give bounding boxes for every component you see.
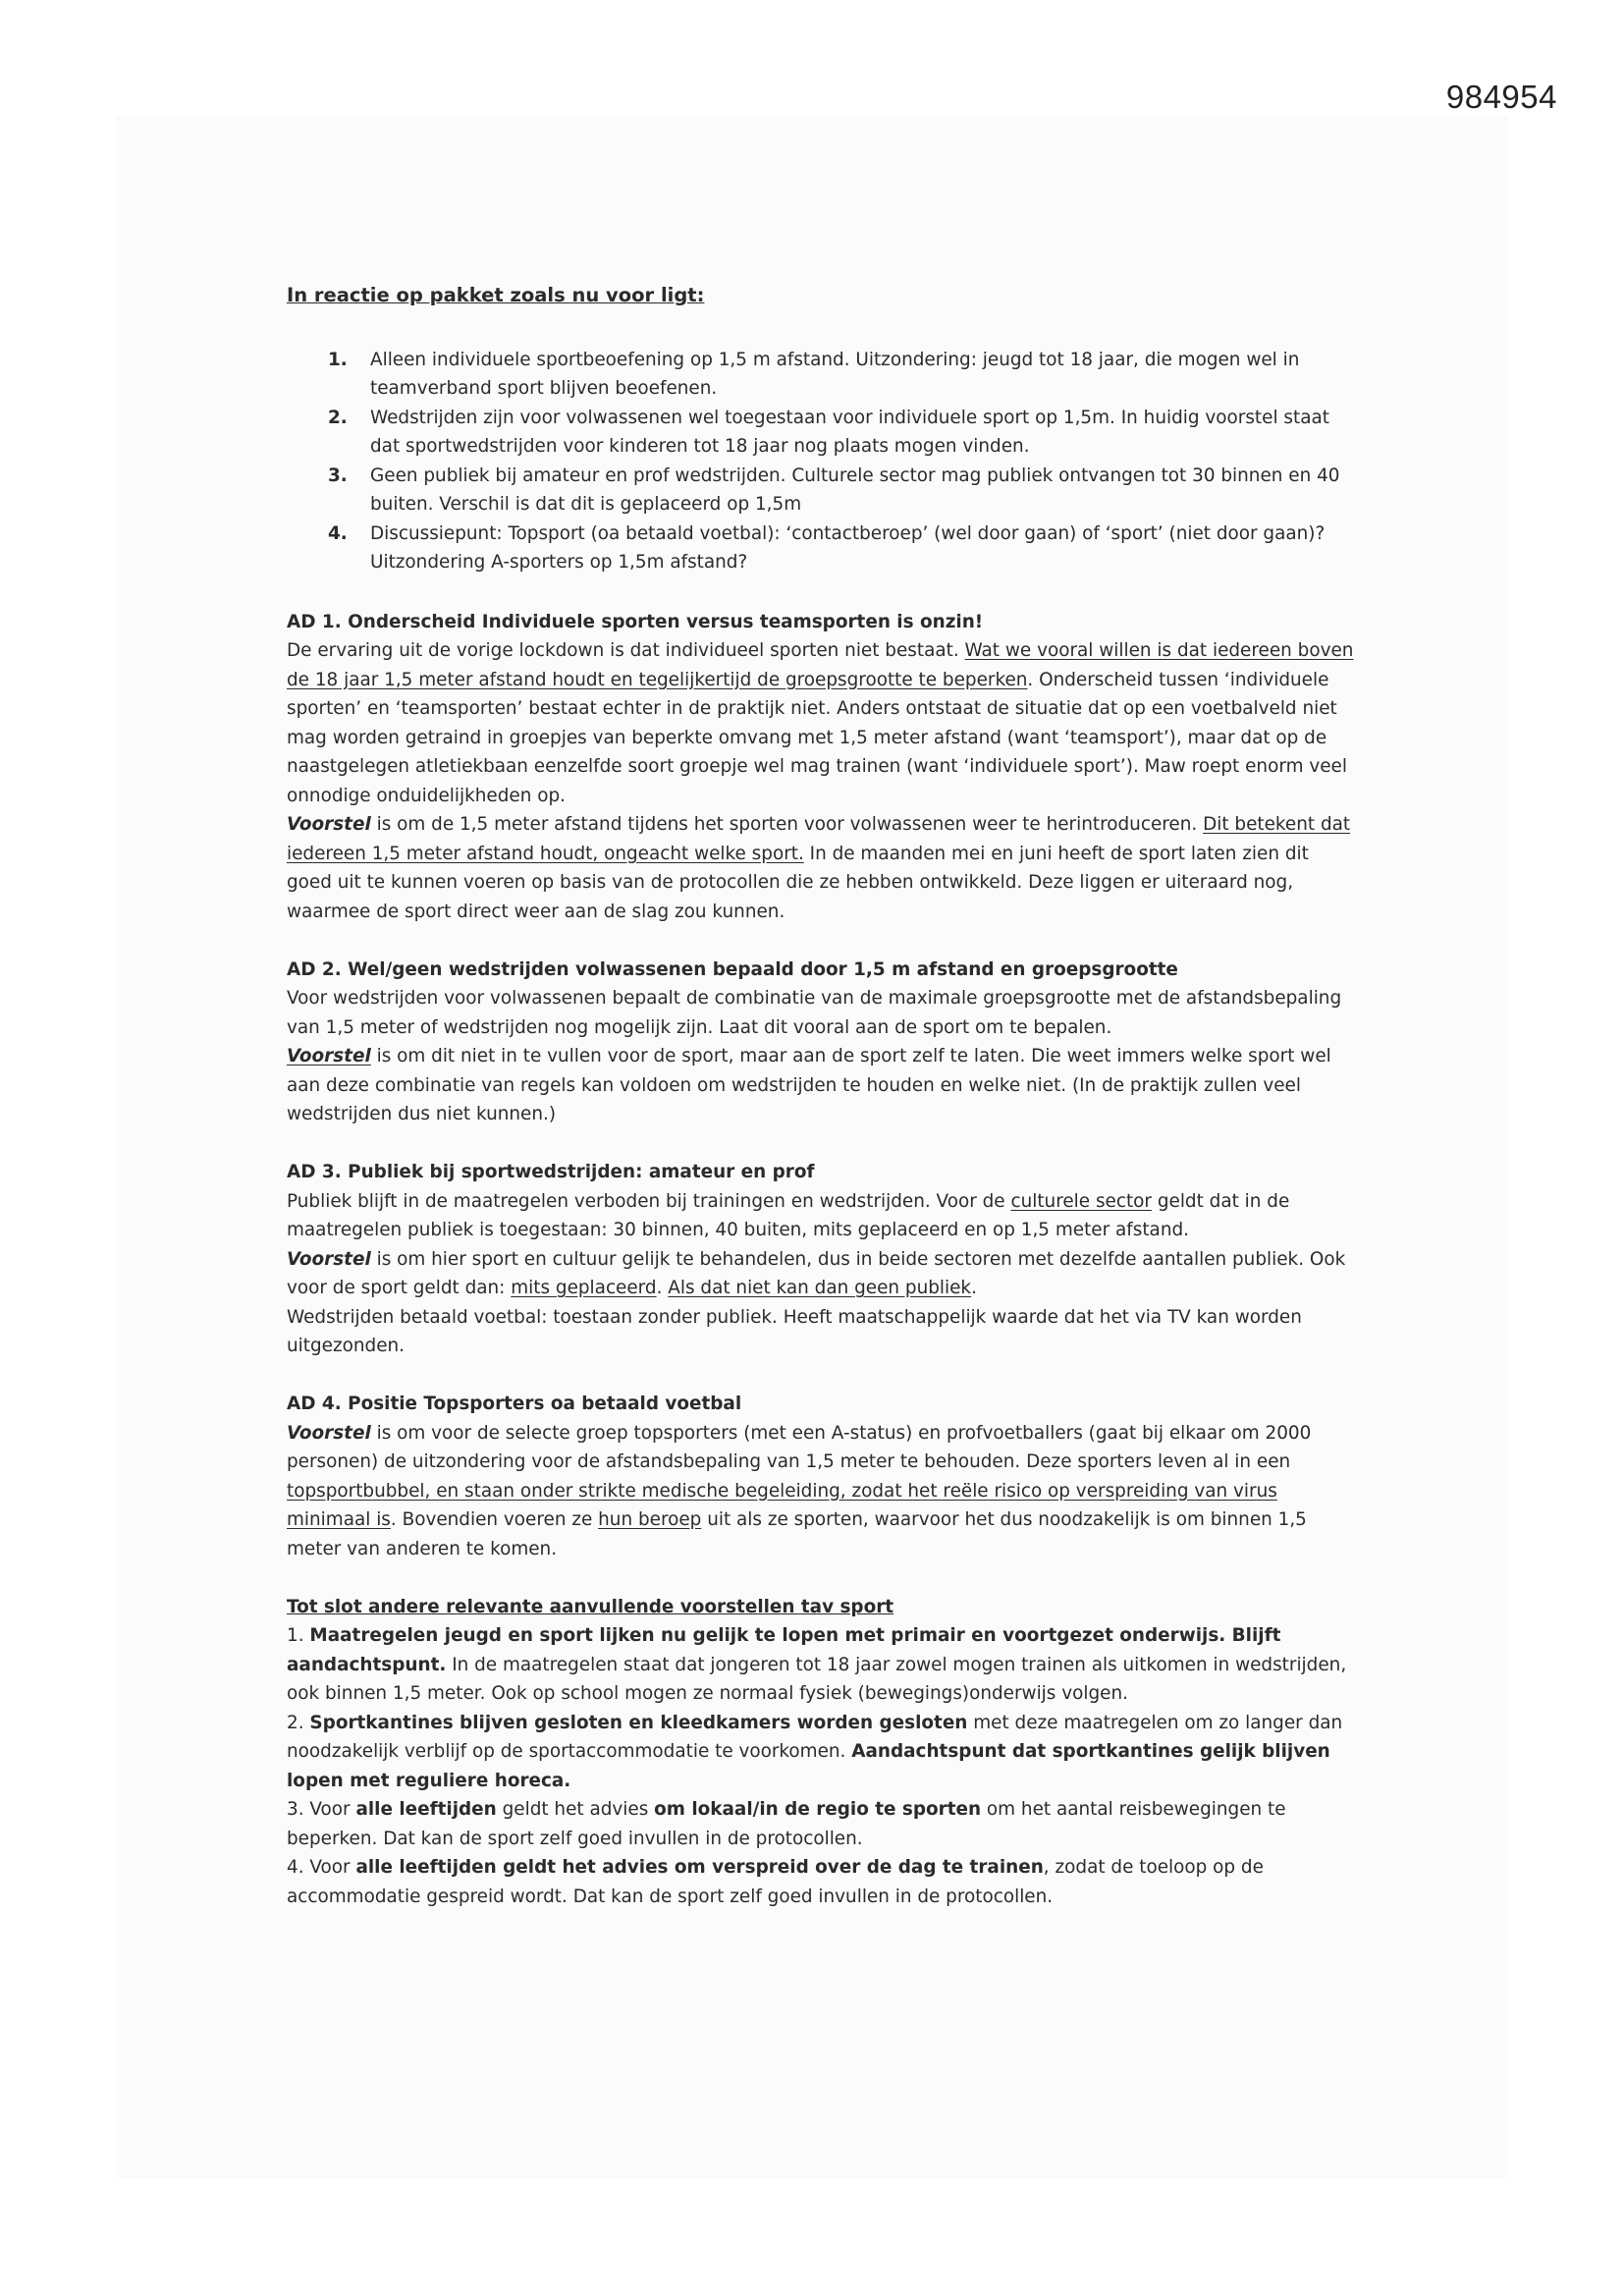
text-run: . [971, 1278, 977, 1298]
section-closing [287, 1593, 1357, 1912]
bold-text: alle leeftijden geldt het advies om verspreid over de dag te trainen [355, 1857, 1044, 1878]
section-ad1 [287, 608, 1357, 927]
underlined-text: hun beroep [598, 1509, 702, 1530]
text-run: geldt het advies [496, 1799, 655, 1820]
section-heading: AD 2. Wel/geen wedstrijden volwassenen bepaald door 1,5 m afstand en groepsgrootte [287, 958, 1178, 980]
document-body [287, 281, 1357, 1941]
closing-item [287, 1853, 1357, 1911]
document-title: In reactie op pakket zoals nu voor ligt: [287, 284, 705, 306]
document-number: 984954 [1445, 79, 1557, 115]
list-item-number: 3. [328, 465, 348, 486]
text-run: geldt dat in de maatregelen publiek is toegestaan: 30 binnen, 40 buiten, mits geplaceerd en op 1,5 meter afstand. [287, 1190, 1290, 1240]
closing-item [287, 1795, 1357, 1853]
section-heading: AD 1. Onderscheid Individuele sporten versus teamsporten is onzin! [287, 611, 984, 632]
list-item-number: 1. [328, 349, 348, 370]
underlined-text: culturele sector [1010, 1190, 1152, 1212]
voorstel-paragraph [287, 810, 1357, 926]
bold-text: Aandachtspunt dat sportkantines gelijk blijven lopen met reguliere horeca. [287, 1741, 1330, 1791]
list-item-text: Discussiepunt: Topsport (oa betaald voetbal): ‘contactberoep’ (wel door gaan) of ‘sport’ (niet door gaan)? Uitzondering A-sporters op 1,5m afstand? [370, 522, 1326, 573]
text-run: In de maanden mei en juni heeft de sport laten zien dit goed uit te kunnen voeren op basis van de protocollen die ze hebben ontwikkeld. Deze liggen er uiteraard nog, waarmee de sport direct weer aan de slag zou kunnen. [287, 843, 1309, 922]
section-paragraph [287, 636, 1357, 810]
text-run: . Bovendien voeren ze [390, 1509, 599, 1530]
section-heading: Tot slot andere relevante aanvullende voorstellen tav sport [287, 1596, 894, 1617]
list-item-number: 2. [328, 407, 348, 428]
text-run: is om de 1,5 meter afstand tijdens het sporten voor volwassenen weer te herintroduceren. [370, 814, 1204, 835]
text-run: 3. Voor [287, 1799, 356, 1820]
section-ad3 [287, 1158, 1357, 1361]
underlined-text: Dit betekent dat iedereen 1,5 meter afstand houdt, ongeacht welke sport. [287, 814, 1351, 864]
section-paragraph: Voor wedstrijden voor volwassenen bepaalt de combinatie van de maximale groepsgrootte met de afstandsbepaling van 1,5 meter of wedstrijden nog mogelijk zijn. Laat dit vooral aan de sport om te bepalen. [287, 988, 1342, 1038]
text-run: , zodat de toeloop op de accommodatie gespreid wordt. Dat kan de sport zelf goed invullen in de protocollen. [287, 1857, 1264, 1907]
text-run: In de maatregelen staat dat jongeren tot 18 jaar zowel mogen trainen als uitkomen in wedstrijden, ook binnen 1,5 meter. Ook op school mogen ze normaal fysiek (bewegings)onderwijs volgen. [287, 1654, 1347, 1704]
voorstel-paragraph [287, 1419, 1357, 1564]
text-run: is om dit niet in te vullen voor de sport, maar aan de sport zelf te laten. Die weet immers welke sport wel aan deze combinatie van regels kan voldoen om wedstrijden te houden en welke niet. (In de praktijk zullen veel wedstrijden dus niet kunnen.) [287, 1046, 1331, 1124]
list-item [287, 346, 1357, 404]
underlined-text: mits geplaceerd [511, 1278, 657, 1298]
bold-text: Sportkantines blijven gesloten en kleedkamers worden gesloten [309, 1712, 968, 1733]
section-paragraph [287, 1187, 1357, 1245]
section-heading: AD 3. Publiek bij sportwedstrijden: amateur en prof [287, 1162, 815, 1182]
bold-text: alle leeftijden [355, 1799, 497, 1820]
voorstel-label: Voorstel [287, 814, 371, 835]
closing-item [287, 1709, 1357, 1796]
bold-text: om lokaal/in de regio te sporten [654, 1799, 982, 1820]
voorstel-paragraph [287, 1042, 1357, 1129]
text-run: 4. Voor [287, 1857, 356, 1878]
list-item-number: 4. [328, 522, 348, 544]
section-ad4 [287, 1390, 1357, 1563]
text-run: is om hier sport en cultuur gelijk te behandelen, dus in beide sectoren met dezelfde aantallen publiek. Ook voor de sport geldt dan: [287, 1248, 1346, 1298]
text-run: is om voor de selecte groep topsporters (met een A-status) en profvoetballers (gaat bij elkaar om 2000 personen) de uitzondering voor de afstandsbepaling van 1,5 meter te behouden. Deze sporters leven al in een [287, 1422, 1312, 1472]
text-run: om het aantal reisbewegingen te beperken. Dat kan de sport zelf goed invullen in de protocollen. [287, 1799, 1286, 1849]
text-run: met deze maatregelen om zo langer dan noodzakelijk verblijf op de sportaccommodatie te voorkomen. [287, 1712, 1343, 1762]
voorstel-label: Voorstel [287, 1046, 371, 1066]
text-run: 1. [287, 1625, 310, 1646]
text-run: . [656, 1278, 669, 1298]
voorstel-paragraph [287, 1245, 1357, 1303]
section-heading: AD 4. Positie Topsporters oa betaald voetbal [287, 1394, 742, 1414]
numbered-points-list [287, 346, 1357, 577]
section-paragraph: Wedstrijden betaald voetbal: toestaan zonder publiek. Heeft maatschappelijk waarde dat het via TV kan worden uitgezonden. [287, 1306, 1302, 1356]
text-run: Publiek blijft in de maatregelen verboden bij trainingen en wedstrijden. Voor de [287, 1190, 1011, 1212]
list-item-text: Wedstrijden zijn voor volwassenen wel toegestaan voor individuele sport op 1,5m. In huidig voorstel staat dat sportwedstrijden voor kinderen tot 18 jaar nog plaats mogen vinden. [370, 407, 1329, 457]
section-ad2 [287, 956, 1357, 1129]
voorstel-label: Voorstel [287, 1248, 371, 1270]
list-item [287, 519, 1357, 577]
list-item-text: Alleen individuele sportbeoefening op 1,5 m afstand. Uitzondering: jeugd tot 18 jaar, die mogen wel in teamverband sport blijven beoefenen. [370, 349, 1300, 399]
underlined-text: Wat we vooral willen is dat iedereen boven de 18 jaar 1,5 meter afstand houdt en tegelijkertijd de groepsgrootte te beperken [287, 640, 1354, 690]
list-item [287, 404, 1357, 462]
underlined-text: topsportbubbel, en staan onder strikte medische begeleiding, zodat het reële risico op verspreiding van virus minimaal is [287, 1480, 1277, 1530]
text-run: . Onderscheid tussen ‘individuele sporten’ en ‘teamsporten’ bestaat echter in de praktijk niet. Anders ontstaat de situatie dat op een voetbalveld niet mag worden getraind in groepjes van beperkte omvang met 1,5 meter afstand (want ‘teamsport’), maar dat op de naastgelegen atletiekbaan eenzelfde soort groepje wel mag trainen (want ‘individuele sport’). Maw roept enorm veel onnodige onduidelijkheden op. [287, 669, 1347, 806]
list-item-text: Geen publiek bij amateur en prof wedstrijden. Culturele sector mag publiek ontvangen tot 30 binnen en 40 buiten. Verschil is dat dit is geplaceerd op 1,5m [370, 465, 1340, 515]
bold-text: Maatregelen jeugd en sport lijken nu gelijk te lopen met primair en voortgezet onderwijs. Blijft aandachtspunt. [287, 1625, 1281, 1675]
closing-item [287, 1621, 1357, 1709]
text-run: uit als ze sporten, waarvoor het dus noodzakelijk is om binnen 1,5 meter van anderen te komen. [287, 1509, 1307, 1559]
underlined-text: Als dat niet kan dan geen publiek [668, 1278, 972, 1298]
text-run: De ervaring uit de vorige lockdown is dat individueel sporten niet bestaat. [287, 640, 965, 661]
list-item [287, 462, 1357, 519]
voorstel-label: Voorstel [287, 1422, 371, 1444]
text-run: 2. [287, 1712, 310, 1733]
